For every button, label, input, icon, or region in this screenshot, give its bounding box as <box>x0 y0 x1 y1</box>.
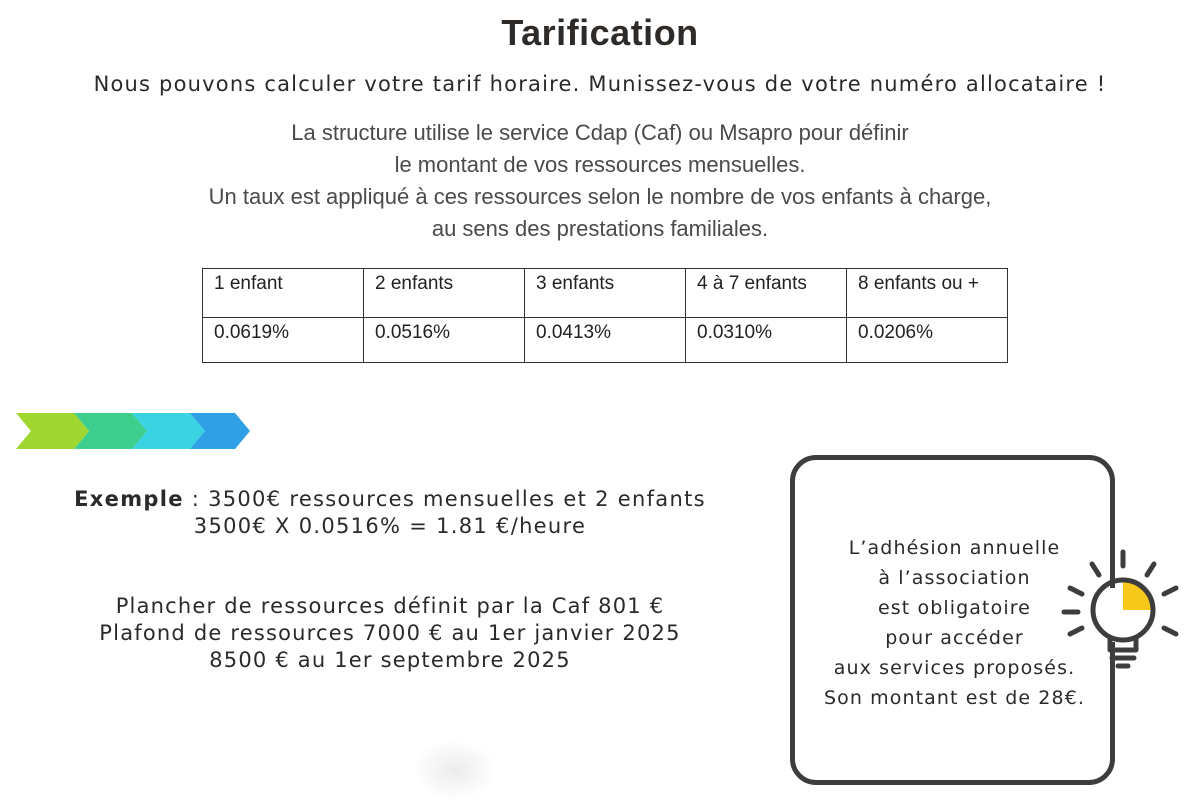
intro-line: au sens des prestations familiales. <box>431 216 769 241</box>
decorative-blob <box>410 730 520 800</box>
table-cell: 0.0413% <box>525 318 686 363</box>
intro-line: le montant de vos ressources mensuelles. <box>394 152 806 177</box>
limit-line: Plancher de ressources définit par la Caf 801 € <box>115 594 665 618</box>
table-cell: 0.0310% <box>686 318 847 363</box>
note-line: à l’association <box>878 567 1031 589</box>
limit-line: 8500 € au 1er septembre 2025 <box>209 648 571 672</box>
example-line-2: 3500€ X 0.0516% = 1.81 €/heure <box>193 514 587 538</box>
intro-line: Un taux est appliqué à ces ressources selon le nombre de vos enfants à charge, <box>208 184 992 209</box>
note-line: L’adhésion annuelle <box>848 537 1061 559</box>
chevron-arrows-icon <box>14 410 254 452</box>
note-line: Son montant est de 28€. <box>823 687 1086 709</box>
example-label: Exemple <box>74 487 184 511</box>
rate-table <box>202 268 1008 363</box>
note-line: est obligatoire <box>878 597 1031 619</box>
table-cell: 0.0516% <box>364 318 525 363</box>
table-header-cell: 2 enfants <box>364 269 525 318</box>
example-line-1-text: : 3500€ ressources mensuelles et 2 enfants <box>183 487 706 511</box>
lightbulb-icon <box>1052 540 1182 680</box>
example-line-1 <box>30 486 750 513</box>
table-header-cell: 4 à 7 enfants <box>686 269 847 318</box>
intro-line: La structure utilise le service Cdap (Caf) ou Msapro pour définir <box>291 120 909 145</box>
example-calculation <box>30 486 750 540</box>
page-title: Tarification <box>501 12 699 53</box>
note-line: aux services proposés. <box>833 657 1076 679</box>
limit-line: Plafond de ressources 7000 € au 1er janvier 2025 <box>99 621 681 645</box>
resource-limits <box>30 593 750 674</box>
table-row <box>203 318 1008 363</box>
intro-text <box>0 117 1200 245</box>
table-header-cell: 3 enfants <box>525 269 686 318</box>
table-header-cell: 8 enfants ou + <box>847 269 1008 318</box>
note-line: pour accéder <box>885 627 1024 649</box>
page-subtitle: Nous pouvons calculer votre tarif horaire. Munissez-vous de votre numéro allocataire ! <box>93 72 1107 96</box>
table-cell: 0.0206% <box>847 318 1008 363</box>
table-cell: 0.0619% <box>203 318 364 363</box>
table-header-row <box>203 269 1008 318</box>
chevron-arrow-1 <box>16 413 89 449</box>
table-header-cell: 1 enfant <box>203 269 364 318</box>
